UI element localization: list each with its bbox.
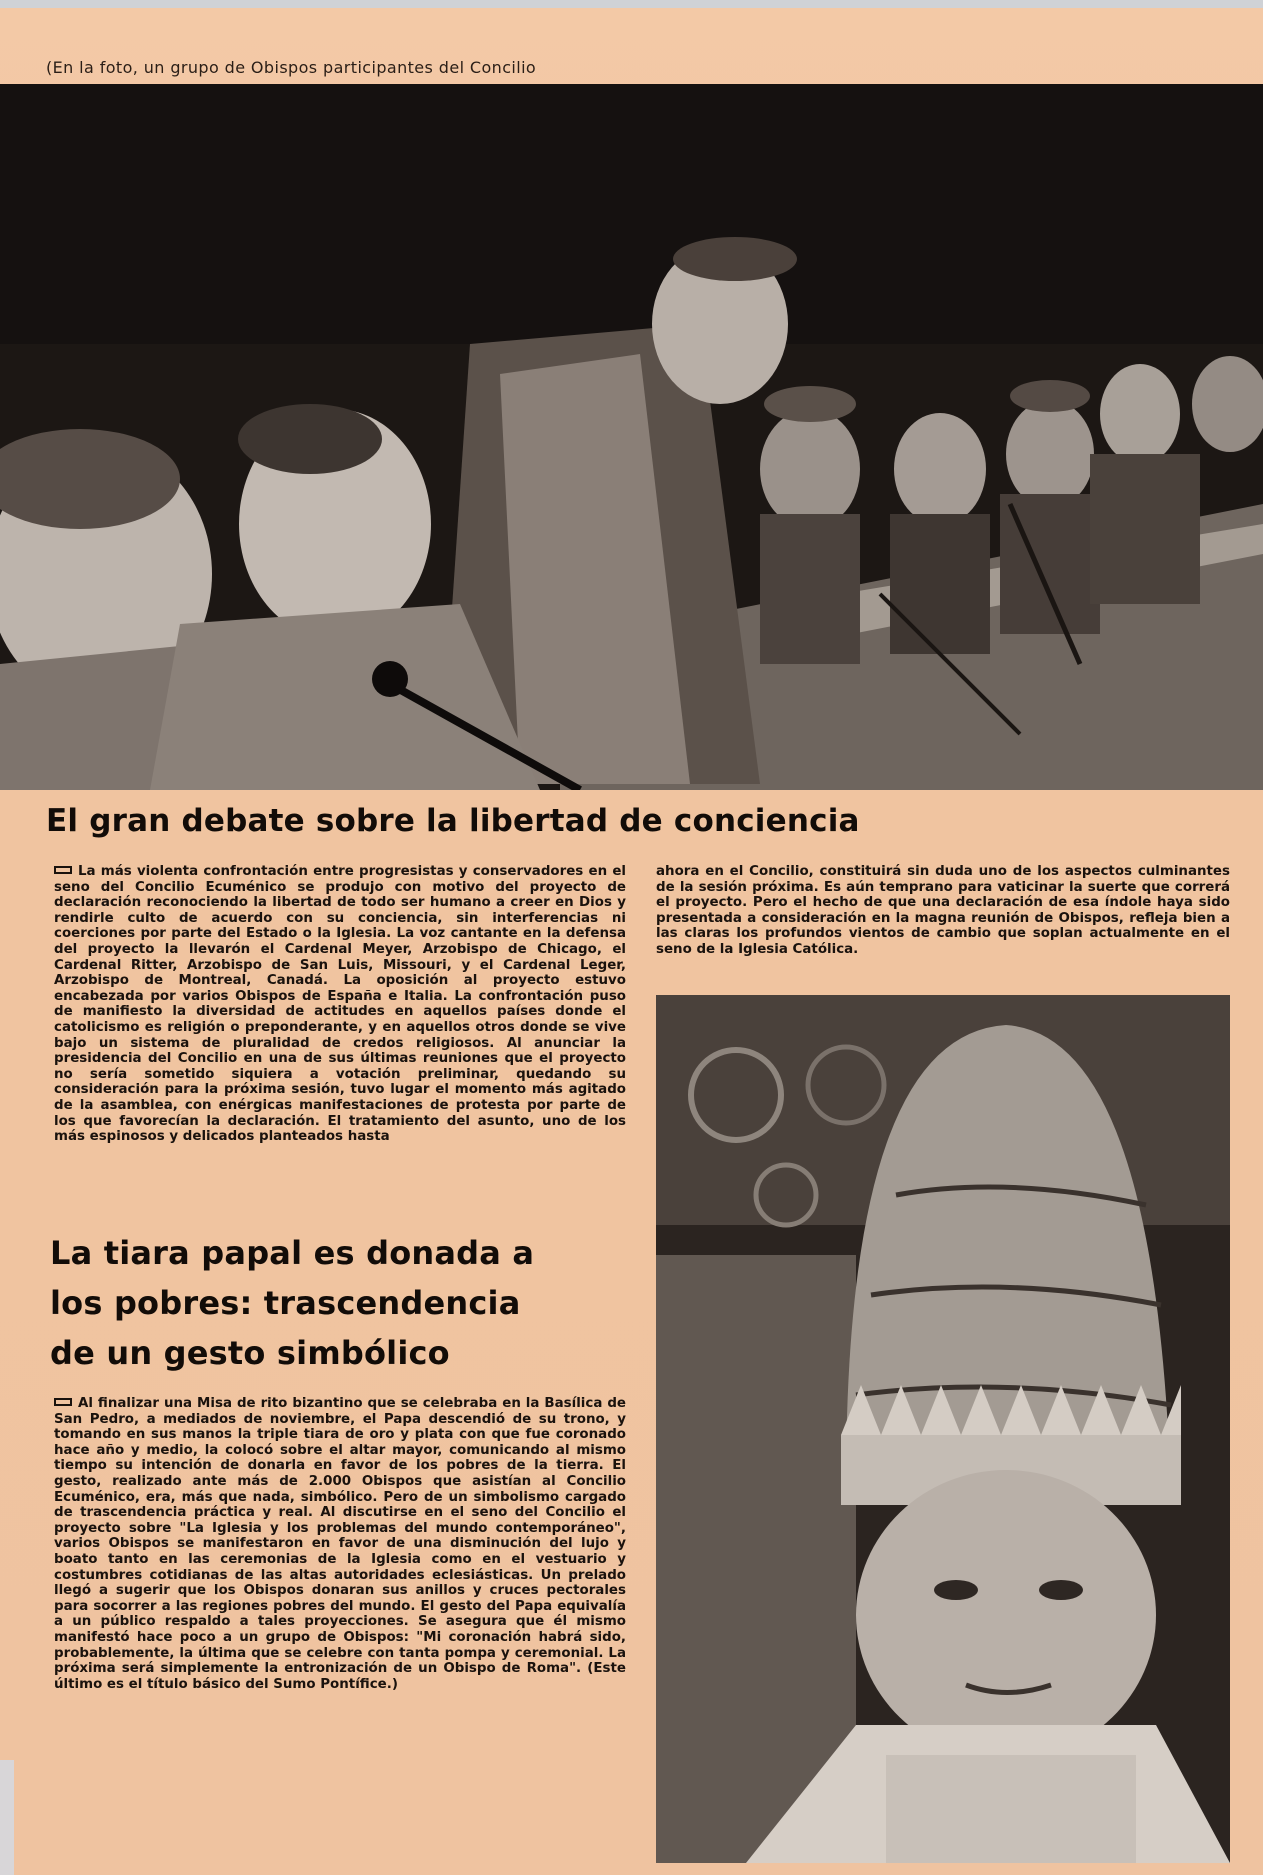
headline-libertad-conciencia: El gran debate sobre la libertad de conciencia [46,803,860,839]
headline-tiara-papal: La tiara papal es donada a los pobres: trascendencia de un gesto simbólico [50,1234,535,1372]
article2-text: Al finalizar una Misa de rito bizantino que se celebraba en la Basílica de San Pedro, a mediados de noviembre, el Papa descendió de su trono, y tomando en sus manos la triple tiara de oro y plata con que fue coronado hace año y medio, la colocó sobre el altar mayor, comunicando al mismo tiempo su intención de donarla en favor de los pobres de la tierra. El gesto, realizado ante más de 2.000 Obispos que asistían al Concilio Ecuménico, era, más que nada, simbólico. Pero de un simbolismo cargado de trascendencia práctica y real. Al discutirse en el seno del Concilio el proyecto sobre "La Iglesia y los problemas del mundo contemporáneo", varios Obispos se manifestaron en favor de una disminución del lujo y boato tanto en las ceremonias de la Iglesia como en el vestuario y costumbres cotidianas de las altas autoridades eclesiásticas. Un prelado llegó a sugerir que los Obispos donaran sus anillos y cruces pectorales para socorrer a las regiones pobres del mundo. El gesto del Papa equivalía a un público respaldo a tales proyecciones. Se asegura que él mismo manifestó hace poco a un grupo de Obispos: "Mi coronación habrá sido, probablemente, la última que se celebre con tanta pompa y ceremonial. La próxima será simplemente la entronización de un Obispo de Roma". (Este último es el título básico del Sumo Pontífice.) [54,1396,626,1692]
box-icon [54,1398,72,1406]
photo-caption: (En la foto, un grupo de Obispos participantes del Concilio [46,58,537,77]
article1-column-2 [656,864,1230,958]
article2-column [54,1396,626,1692]
article1-text-col2: ahora en el Concilio, constituirá sin duda uno de los aspectos culminantes de la sesión próxima. Es aún temprano para vaticinar la suerte que correrá el proyecto. Pero el hecho de que una declaración de esa índole haya sido presentada a consideración en la magna reunión de Obispos, refleja bien a las claras los profundos vientos de cambio que soplan actualmente en el seno de la Iglesia Católica. [656,864,1230,957]
box-icon [54,866,72,874]
photo-bishops [0,84,1263,790]
article1-text-col1: La más violenta confrontación entre progresistas y conservadores en el seno del Concilio Ecuménico se produjo con motivo del proyecto de declaración reconociendo la libertad de todo ser humano a creer en Dios y rendirle culto de acuerdo con su conciencia, sin interferencias ni coerciones por parte del Estado o la Iglesia. La voz cantante en la defensa del proyecto la llevarón el Cardenal Meyer, Arzobispo de Chicago, el Cardenal Ritter, Arzobispo de San Luis, Missouri, y el Cardenal Leger, Arzobispo de Montreal, Canadá. La oposición al proyecto estuvo encabezada por varios Obispos de España e Italia. La confrontación puso de manifiesto la diversidad de actitudes en aquellos países donde el catolicismo es religión o preponderante, y en aquellos otros donde se vive bajo un sistema de pluralidad de credos religiosos. Al anunciar la presidencia del Concilio en una de sus últimas reuniones que el proyecto no sería sometido siquiera a votación preliminar, quedando su consideración para la próxima sesión, tuvo lugar el momento más agitado de la asamblea, con enérgicas manifestaciones de protesta por parte de los que favorecían la declaración. El tratamiento del asunto, uno de los más espinosos y delicados planteados hasta [54,864,626,1145]
article1-column-1 [54,864,626,1145]
photo-pope-tiara-illustration [656,995,1230,1863]
photo-pope-tiara [656,995,1230,1863]
page-edge-mark [0,1760,14,1875]
photo-bishops-illustration [0,84,1263,790]
top-edge [0,0,1263,8]
